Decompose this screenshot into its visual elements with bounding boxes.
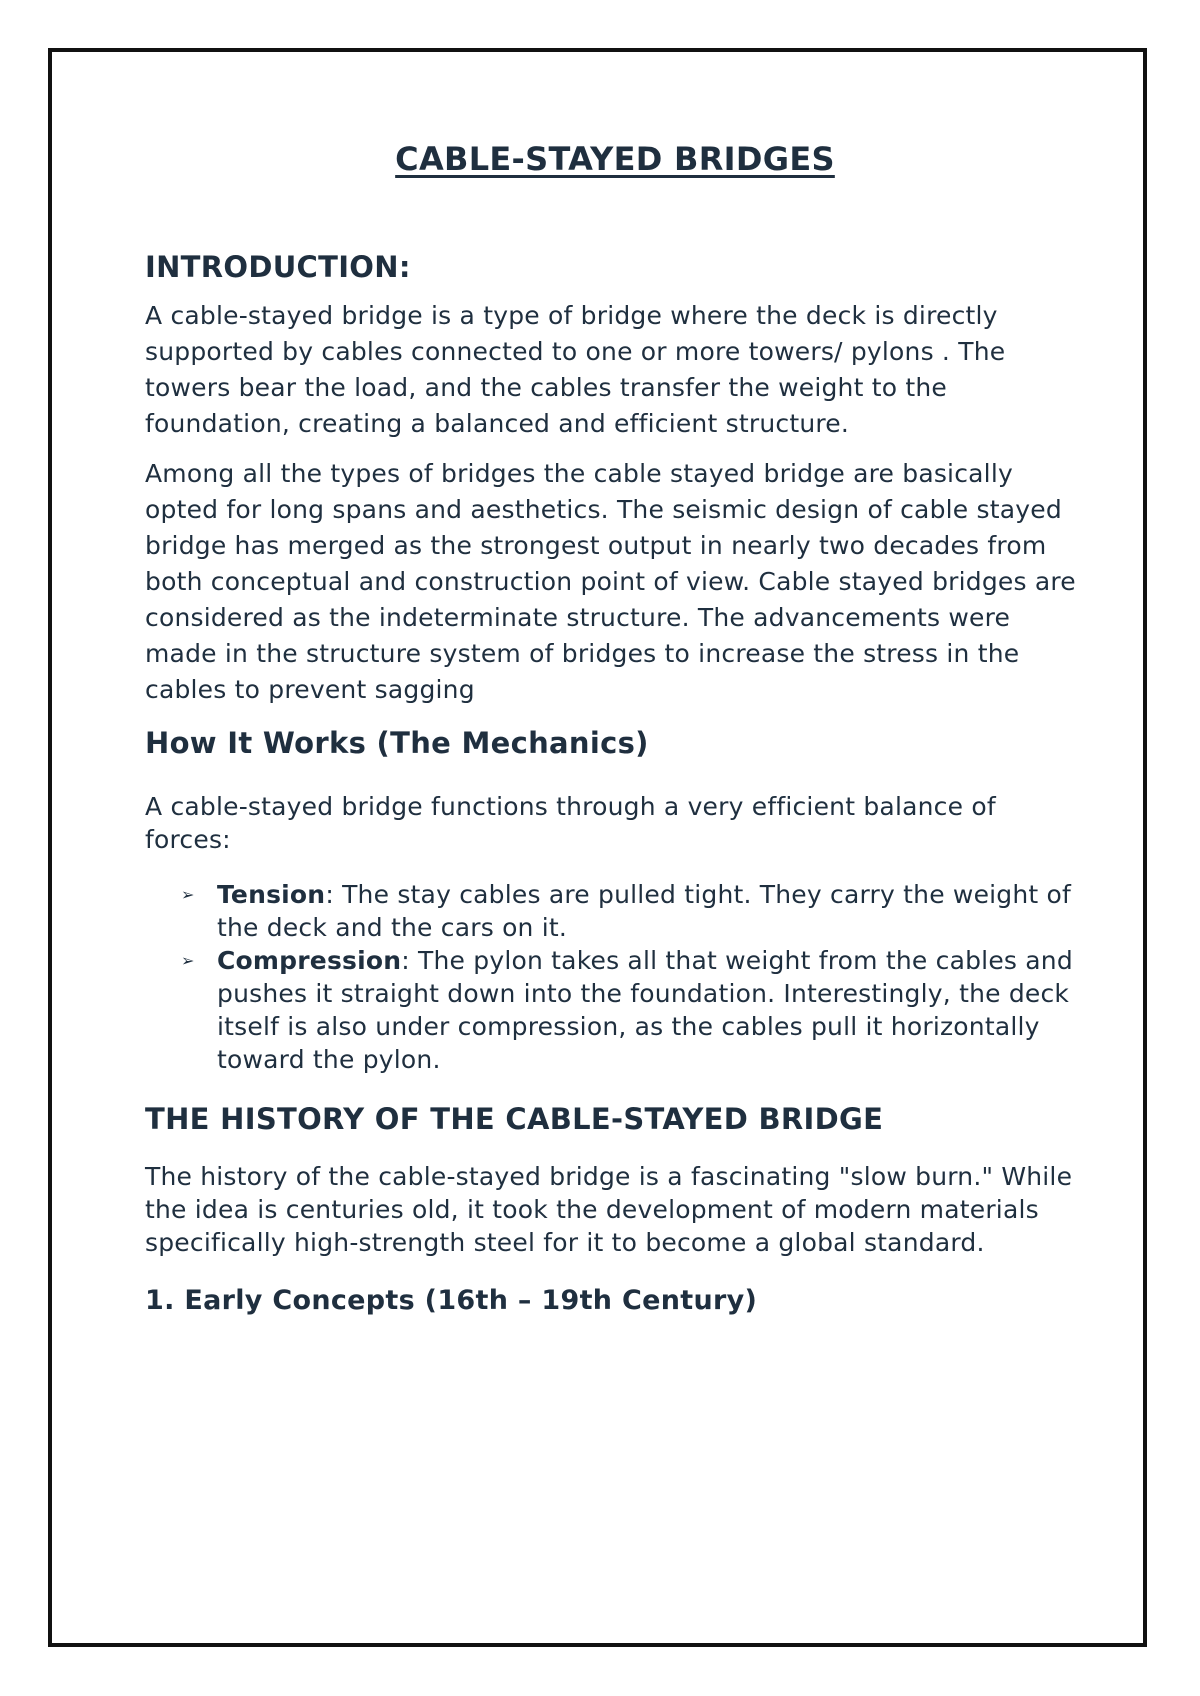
history-subheading: 1. Early Concepts (16th – 19th Century): [145, 1285, 758, 1316]
history-paragraph: The history of the cable-stayed bridge is a fascinating "slow burn." While the idea is centuries old, it took the development of modern materials specifically high-strength steel for it to become a global standard.: [145, 1162, 1073, 1257]
introduction-paragraph-1: A cable-stayed bridge is a type of bridge where the deck is directly supported by cables connected to one or more towers/ pylons . The towers bear the load, and the cables transfer the weight to the foundation, creating a balanced and efficient structure.: [145, 301, 1006, 438]
mechanics-bullet-list: [145, 878, 1085, 1076]
mechanics-intro: A cable-stayed bridge functions through a very efficient balance of forces:: [145, 792, 996, 854]
bullet-term: Compression: [217, 946, 402, 975]
list-item: [181, 944, 1085, 1076]
mechanics-heading: How It Works (The Mechanics): [145, 726, 649, 760]
page-title: CABLE-STAYED BRIDGES: [395, 140, 835, 178]
arrowhead-icon: ➢: [181, 885, 195, 904]
bullet-text: : The pylon takes all that weight from the cables and pushes it straight down into the foundation. Interestingly, the deck itself is also under compression, as the cables pull it horizontally toward the pylon.: [217, 946, 1073, 1074]
history-heading: THE HISTORY OF THE CABLE-STAYED BRIDGE: [145, 1102, 884, 1136]
document-body: [145, 140, 1085, 1316]
arrowhead-icon: ➢: [181, 951, 195, 970]
bullet-text: : The stay cables are pulled tight. They carry the weight of the deck and the cars on it.: [217, 880, 1072, 942]
bullet-term: Tension: [217, 880, 326, 909]
introduction-paragraph-2: Among all the types of bridges the cable stayed bridge are basically opted for long spans and aesthetics. The seismic design of cable stayed bridge has merged as the strongest output in nearly two decades from both conceptual and construction point of view. Cable stayed bridges are considered as the indeterminate structure. The advancements were made in the structure system of bridges to increase the stress in the cables to prevent sagging: [145, 459, 1076, 704]
list-item: [181, 878, 1085, 944]
introduction-heading: INTRODUCTION:: [145, 250, 411, 284]
